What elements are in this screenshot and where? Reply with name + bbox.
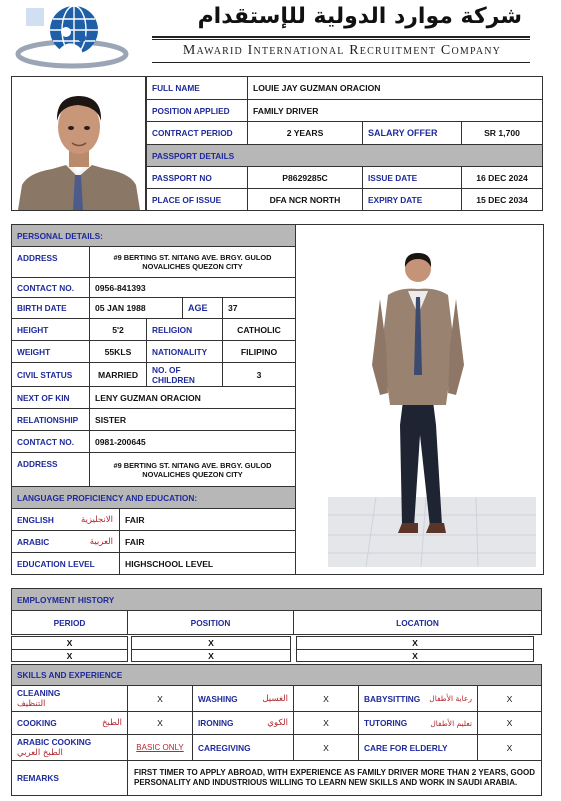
nationality-label: NATIONALITY xyxy=(146,340,223,363)
skill-washing-ar: الغسيل xyxy=(262,693,288,704)
religion-label: RELIGION xyxy=(146,318,223,341)
birth-date-label: BIRTH DATE xyxy=(11,297,90,319)
applicant-full-body-photo xyxy=(296,225,543,574)
skill-care-for-elderly-label: CARE FOR ELDERLY xyxy=(358,734,478,761)
kin-address-value xyxy=(89,452,296,487)
nationality-value: FILIPINO xyxy=(222,340,296,363)
employment-row-2-position: X xyxy=(131,649,291,662)
employment-location-header: LOCATION xyxy=(293,610,542,635)
skill-caregiving-value: X xyxy=(293,734,359,761)
skill-washing-label xyxy=(192,685,294,712)
photo-frame xyxy=(11,76,146,211)
issue-date-value: 16 DEC 2024 xyxy=(461,166,543,189)
age-label: AGE xyxy=(182,297,223,319)
employment-row-1-location: X xyxy=(296,636,534,649)
skill-caregiving-label: CAREGIVING xyxy=(192,734,294,761)
position-applied-label: POSITION APPLIED xyxy=(146,99,248,122)
employment-row-2-period: X xyxy=(11,649,128,662)
passport-no-label: PASSPORT NO xyxy=(146,166,248,189)
next-of-kin-label: NEXT OF KIN xyxy=(11,386,90,409)
kin-address-label: ADDRESS xyxy=(11,452,90,487)
weight-label: WEIGHT xyxy=(11,340,90,363)
english-label-en: ENGLISH xyxy=(17,514,54,525)
applicant-headshot xyxy=(12,77,145,210)
skill-tutoring-ar: تعليم الأطفال xyxy=(430,718,472,728)
contract-period-label: CONTRACT PERIOD xyxy=(146,121,248,145)
header-divider xyxy=(152,36,530,38)
skill-arabic-cooking-label xyxy=(11,734,128,761)
contract-period-value: 2 YEARS xyxy=(247,121,363,145)
issue-date-label: ISSUE DATE xyxy=(362,166,462,189)
relationship-label: RELATIONSHIP xyxy=(11,408,90,431)
skill-washing-en: WASHING xyxy=(198,693,238,704)
kin-contact-no-label: CONTACT NO. xyxy=(11,430,90,453)
arabic-label xyxy=(11,530,120,553)
age-value: 37 xyxy=(222,297,296,319)
skill-cleaning-label xyxy=(11,685,128,712)
education-level-label: EDUCATION LEVEL xyxy=(11,552,120,575)
skill-arabic-cooking-en: ARABIC COOKING xyxy=(17,736,92,747)
children-value: 3 xyxy=(222,362,296,387)
company-name-arabic: شركة موارد الدولية للإستقدام xyxy=(197,4,522,29)
english-label xyxy=(11,508,120,531)
full-body-photo-frame xyxy=(295,224,544,575)
skill-cooking-label xyxy=(11,711,128,735)
employment-history-header: EMPLOYMENT HISTORY xyxy=(11,588,542,611)
company-logo xyxy=(12,2,134,72)
address-label: ADDRESS xyxy=(11,246,90,278)
english-label-ar: الانجليزية xyxy=(80,514,113,525)
skill-cooking-en: COOKING xyxy=(17,718,57,728)
skill-arabic-cooking-ar: الطبخ العربي xyxy=(17,747,63,758)
salary-offer-value: SR 1,700 xyxy=(461,121,543,145)
passport-details-header: PASSPORT DETAILS xyxy=(146,144,543,167)
skill-ironing-value: X xyxy=(293,711,359,735)
employment-row-1-period: X xyxy=(11,636,128,649)
skill-cooking-value: X xyxy=(127,711,193,735)
company-name-english: Mawarid International Recruitment Company xyxy=(182,43,502,58)
skill-cleaning-value: X xyxy=(127,685,193,712)
height-label: HEIGHT xyxy=(11,318,90,341)
contact-no-value: 0956-841393 xyxy=(89,277,296,298)
place-of-issue-label: PLACE OF ISSUE xyxy=(146,188,248,211)
address-line-1: #9 BERTING ST. NITANG AVE. BRGY. GULOD xyxy=(113,253,272,262)
civil-status-label: CIVIL STATUS xyxy=(11,362,90,387)
civil-status-value: MARRIED xyxy=(89,362,147,387)
employment-period-header: PERIOD xyxy=(11,610,128,635)
remarks-label: REMARKS xyxy=(11,760,128,796)
skill-cooking-ar: الطبخ xyxy=(102,718,122,728)
skill-ironing-label xyxy=(192,711,294,735)
address-value xyxy=(89,246,296,278)
passport-no-value: P8629285C xyxy=(247,166,363,189)
skill-cleaning-en: CLEANING xyxy=(17,687,61,698)
english-value: FAIR xyxy=(119,508,296,531)
birth-date-value: 05 JAN 1988 xyxy=(89,297,183,319)
children-label-line-2: CHILDREN xyxy=(152,374,195,385)
header-divider xyxy=(152,39,530,40)
children-label-line-1: NO. OF xyxy=(152,364,181,375)
skill-babysitting-label xyxy=(358,685,478,712)
skill-washing-value: X xyxy=(293,685,359,712)
remarks-value: FIRST TIMER TO APPLY ABROAD, WITH EXPERIENCE AS FAMILY DRIVER MORE THAN 2 YEARS, GOOD PERSONALITY AND INDUSTRIOUS WILLING TO LEARN NEW SKILLS AND WORK IN SAUDI ARABIA. xyxy=(127,760,542,796)
skill-tutoring-value: X xyxy=(477,711,542,735)
weight-value: 55KLS xyxy=(89,340,147,363)
children-label xyxy=(146,362,223,387)
address-line-2: NOVALICHES QUEZON CITY xyxy=(142,262,243,271)
skill-tutoring-label xyxy=(358,711,478,735)
next-of-kin-value: LENY GUZMAN ORACION xyxy=(89,386,296,409)
salary-offer-label: SALARY OFFER xyxy=(362,121,462,145)
skill-arabic-cooking-value: BASIC ONLY xyxy=(127,734,193,761)
arabic-value: FAIR xyxy=(119,530,296,553)
full-name-value: LOUIE JAY GUZMAN ORACION xyxy=(247,76,543,100)
expiry-date-value: 15 DEC 2034 xyxy=(461,188,543,211)
expiry-date-label: EXPIRY DATE xyxy=(362,188,462,211)
employment-row-1-position: X xyxy=(131,636,291,649)
skill-cleaning-ar: التنظيف xyxy=(17,698,46,709)
religion-value: CATHOLIC xyxy=(222,318,296,341)
skill-babysitting-en: BABYSITTING xyxy=(364,693,421,704)
full-name-label: FULL NAME xyxy=(146,76,248,100)
kin-contact-no-value: 0981-200645 xyxy=(89,430,296,453)
employment-position-header: POSITION xyxy=(127,610,294,635)
arabic-label-ar: العربية xyxy=(89,536,113,547)
height-value: 5'2 xyxy=(89,318,147,341)
skill-ironing-en: IRONING xyxy=(198,718,234,728)
place-of-issue-value: DFA NCR NORTH xyxy=(247,188,363,211)
relationship-value: SISTER xyxy=(89,408,296,431)
contact-no-label: CONTACT NO. xyxy=(11,277,90,298)
skill-babysitting-ar: رعاية الأطفال xyxy=(429,694,472,703)
skill-care-for-elderly-value: X xyxy=(477,734,542,761)
skill-babysitting-value: X xyxy=(477,685,542,712)
employment-row-2-location: X xyxy=(296,649,534,662)
kin-address-line-2: NOVALICHES QUEZON CITY xyxy=(142,469,243,479)
skill-tutoring-en: TUTORING xyxy=(364,718,408,728)
personal-details-header: PERSONAL DETAILS: xyxy=(11,224,296,247)
position-applied-value: FAMILY DRIVER xyxy=(247,99,543,122)
language-education-header: LANGUAGE PROFICIENCY AND EDUCATION: xyxy=(11,486,296,509)
arabic-label-en: ARABIC xyxy=(17,536,50,547)
kin-address-line-1: #9 BERTING ST. NITANG AVE. BRGY. GULOD xyxy=(113,460,272,470)
skills-experience-header: SKILLS AND EXPERIENCE xyxy=(11,664,542,686)
education-level-value: HIGHSCHOOL LEVEL xyxy=(119,552,296,575)
header-divider xyxy=(152,62,530,63)
skill-ironing-ar: الكوي xyxy=(267,718,288,728)
